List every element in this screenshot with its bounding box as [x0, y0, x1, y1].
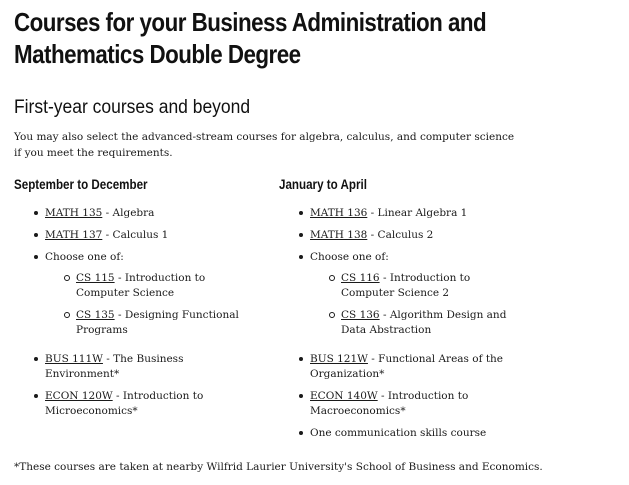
course-item	[45, 271, 254, 301]
course-item	[45, 308, 254, 338]
course-item	[14, 352, 254, 382]
course-page	[14, 0, 619, 473]
course-link-math137[interactable]: MATH 137	[45, 229, 103, 241]
course-desc: - Algorithm Design and Data Abstraction	[341, 309, 507, 336]
course-desc: - Introduction to Microeconomics*	[45, 390, 204, 417]
intro-text: You may also select the advanced-stream courses for algebra, calculus, and computer science if you meet the requirements.	[14, 131, 515, 159]
course-desc: - Linear Algebra 1	[367, 207, 468, 219]
term-heading: September to December	[14, 177, 148, 192]
footnote: *These courses are taken at nearby Wilfrid Laurier University's School of Business and Economics.	[14, 461, 543, 473]
choice-item	[279, 250, 519, 338]
course-desc: - The Business Environment*	[45, 353, 184, 380]
choice-options	[310, 271, 519, 338]
course-link-bus121w[interactable]: BUS 121W	[310, 353, 368, 365]
choice-label: Choose one of:	[310, 251, 389, 263]
course-item	[310, 308, 519, 338]
term-heading: January to April	[279, 177, 367, 192]
course-desc: - Designing Functional Programs	[76, 309, 239, 336]
communication-course-label: One communication skills course	[310, 427, 487, 439]
course-link-cs116[interactable]: CS 116	[341, 272, 380, 284]
course-list	[279, 206, 519, 441]
course-link-math135[interactable]: MATH 135	[45, 207, 103, 219]
course-item	[14, 389, 254, 419]
course-desc: - Introduction to Computer Science	[76, 272, 206, 299]
page-title: Courses for your Business Administration and Mathematics Double Degree	[14, 7, 487, 69]
course-link-math136[interactable]: MATH 136	[310, 207, 368, 219]
course-item	[279, 352, 519, 382]
term-column-winter	[279, 176, 519, 448]
course-link-econ140w[interactable]: ECON 140W	[310, 390, 378, 402]
course-item	[310, 271, 519, 301]
course-item	[279, 206, 519, 221]
course-item	[279, 426, 519, 441]
choice-options	[45, 271, 254, 338]
term-column-fall	[14, 176, 254, 426]
choice-item	[14, 250, 254, 338]
course-item	[279, 228, 519, 243]
course-link-bus111w[interactable]: BUS 111W	[45, 353, 103, 365]
course-link-cs115[interactable]: CS 115	[76, 272, 115, 284]
course-item	[279, 389, 519, 419]
course-link-cs135[interactable]: CS 135	[76, 309, 115, 321]
course-desc: - Calculus 2	[367, 229, 434, 241]
course-link-cs136[interactable]: CS 136	[341, 309, 380, 321]
course-list	[14, 206, 254, 419]
choice-label: Choose one of:	[45, 251, 124, 263]
course-link-econ120w[interactable]: ECON 120W	[45, 390, 113, 402]
course-item	[14, 206, 254, 221]
course-item	[14, 228, 254, 243]
course-desc: - Introduction to Macroeconomics*	[310, 390, 469, 417]
course-desc: - Functional Areas of the Organization*	[310, 353, 504, 380]
course-desc: - Algebra	[102, 207, 155, 219]
course-link-math138[interactable]: MATH 138	[310, 229, 368, 241]
course-desc: - Introduction to Computer Science 2	[341, 272, 471, 299]
course-desc: - Calculus 1	[102, 229, 169, 241]
section-heading: First-year courses and beyond	[14, 97, 251, 118]
